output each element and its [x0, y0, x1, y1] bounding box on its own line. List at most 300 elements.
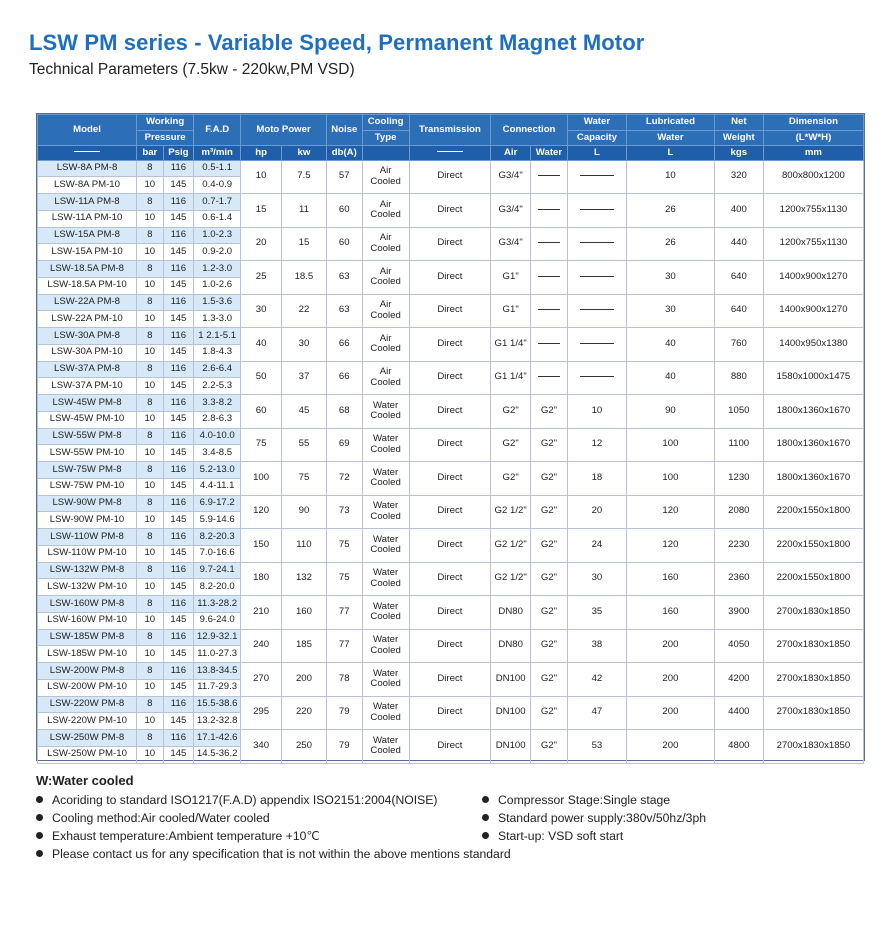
cell-lubricated-water: 160: [627, 562, 715, 596]
cooling-type-line2: Cooled: [370, 678, 401, 690]
cell-model: LSW-8A PM-8: [38, 160, 137, 177]
cell-transmission: Direct: [409, 730, 491, 764]
cell-fad: 17.1-42.6: [194, 730, 241, 747]
cell-model: LSW-37A PM-10: [38, 378, 137, 395]
cell-water-capacity: 10: [567, 395, 626, 429]
cell-transmission: Direct: [409, 596, 491, 630]
cell-bar: 10: [137, 579, 164, 596]
cell-dimension: 1580x1000x1475: [763, 361, 863, 395]
note-contact: Please contact us for any specification that is not within the above mentions standard: [52, 847, 511, 861]
cell-water-connection: G2": [531, 696, 568, 730]
unit-transmission-dash: [409, 145, 491, 160]
cell-air-connection: G3/4": [491, 227, 531, 261]
cooling-type-line1: Air: [379, 332, 392, 344]
cell-psig: 116: [163, 596, 194, 613]
cell-psig: 116: [163, 663, 194, 680]
cell-psig: 145: [163, 411, 194, 428]
unit-psig: Psig: [163, 145, 194, 160]
cell-psig: 116: [163, 629, 194, 646]
cell-fad: 9.7-24.1: [194, 562, 241, 579]
cooling-type-line2: Cooled: [370, 410, 401, 422]
cell-psig: 145: [163, 344, 194, 361]
cell-air-connection: DN100: [491, 663, 531, 697]
cell-model: LSW-185W PM-10: [38, 646, 137, 663]
cell-fad: 8.2-20.0: [194, 579, 241, 596]
cell-bar: 8: [137, 294, 164, 311]
cell-fad: 3.3-8.2: [194, 395, 241, 412]
cell-hp: 270: [241, 663, 282, 697]
cell-model: LSW-30A PM-8: [38, 328, 137, 345]
cell-water-connection: G2": [531, 663, 568, 697]
cell-fad: 13.8-34.5: [194, 663, 241, 680]
cell-bar: 8: [137, 730, 164, 747]
cell-psig: 116: [163, 428, 194, 445]
cell-noise: 68: [326, 395, 362, 429]
cooling-type-line1: Water: [372, 533, 399, 545]
unit-noise: db(A): [326, 145, 362, 160]
cell-psig: 116: [163, 495, 194, 512]
table-body: [38, 160, 864, 763]
cell-hp: 295: [241, 696, 282, 730]
cell-kw: 55: [281, 428, 326, 462]
table-row: [38, 696, 864, 713]
dash-mark: [580, 242, 614, 243]
cell-fad: 3.4-8.5: [194, 445, 241, 462]
cell-fad: 1.0-2.6: [194, 277, 241, 294]
cell-model: LSW-110W PM-10: [38, 545, 137, 562]
cell-lubricated-water: 30: [627, 294, 715, 328]
cell-lubricated-water: 40: [627, 361, 715, 395]
cell-fad: 2.8-6.3: [194, 411, 241, 428]
cell-psig: 116: [163, 328, 194, 345]
cell-psig: 116: [163, 462, 194, 479]
cell-lubricated-water: 200: [627, 696, 715, 730]
cell-water-connection: G2": [531, 462, 568, 496]
cell-water-capacity: 38: [567, 629, 626, 663]
cell-model: LSW-15A PM-10: [38, 244, 137, 261]
cell-model: LSW-45W PM-8: [38, 395, 137, 412]
cell-bar: 8: [137, 596, 164, 613]
header-net-weight-1: Net: [714, 115, 763, 131]
cell-noise: 72: [326, 462, 362, 496]
table-header: [38, 115, 864, 161]
cell-transmission: Direct: [409, 495, 491, 529]
cell-air-connection: G1 1/4": [491, 328, 531, 362]
unit-fad: m³/min: [194, 145, 241, 160]
cell-water-connection: [531, 328, 568, 362]
cell-psig: 116: [163, 361, 194, 378]
unit-water-capacity: L: [567, 145, 626, 160]
note-cooling-method: Cooling method:Air cooled/Water cooled: [52, 811, 270, 825]
cell-noise: 77: [326, 629, 362, 663]
table-row: [38, 428, 864, 445]
cooling-type-line1: Water: [372, 600, 399, 612]
cell-lubricated-water: 26: [627, 227, 715, 261]
cell-lubricated-water: 200: [627, 663, 715, 697]
cell-model: LSW-220W PM-8: [38, 696, 137, 713]
cell-fad: 0.6-1.4: [194, 210, 241, 227]
cell-bar: 8: [137, 160, 164, 177]
cell-transmission: Direct: [409, 562, 491, 596]
cell-water-capacity: [567, 227, 626, 261]
cell-dimension: 2700x1830x1850: [763, 696, 863, 730]
cell-model: LSW-132W PM-8: [38, 562, 137, 579]
header-cooling-1: Cooling: [362, 115, 409, 131]
cell-water-capacity: 20: [567, 495, 626, 529]
cell-water-capacity: 42: [567, 663, 626, 697]
cell-hp: 10: [241, 160, 282, 194]
cell-psig: 116: [163, 730, 194, 747]
cell-water-capacity: 12: [567, 428, 626, 462]
cooling-type-line2: Cooled: [370, 209, 401, 221]
table-row: [38, 294, 864, 311]
table-row: [38, 160, 864, 177]
cell-fad: 1.3-3.0: [194, 311, 241, 328]
cell-fad: 11.7-29.3: [194, 679, 241, 696]
cell-cooling: [362, 395, 409, 429]
cell-fad: 2.2-5.3: [194, 378, 241, 395]
cell-fad: 13.2-32.8: [194, 713, 241, 730]
note-power-supply: Standard power supply:380v/50hz/3ph: [498, 811, 707, 825]
cell-psig: 145: [163, 244, 194, 261]
cell-dimension: 1800x1360x1670: [763, 428, 863, 462]
cooling-type-line2: Cooled: [370, 745, 401, 757]
cell-dimension: 1200x755x1130: [763, 227, 863, 261]
cell-hp: 15: [241, 194, 282, 228]
cell-air-connection: G1": [491, 294, 531, 328]
cell-transmission: Direct: [409, 462, 491, 496]
cell-cooling: [362, 328, 409, 362]
cell-bar: 10: [137, 311, 164, 328]
header-dimension-1: Dimension: [763, 115, 863, 131]
cooling-type-line2: Cooled: [370, 711, 401, 723]
cell-psig: 116: [163, 294, 194, 311]
cell-kw: 11: [281, 194, 326, 228]
cell-kw: 250: [281, 730, 326, 764]
cell-net-weight: 880: [714, 361, 763, 395]
cooling-type-line2: Cooled: [370, 242, 401, 254]
cell-kw: 90: [281, 495, 326, 529]
cell-model: LSW-200W PM-10: [38, 679, 137, 696]
dash-mark: [538, 175, 560, 176]
cell-water-capacity: [567, 294, 626, 328]
cell-net-weight: 3900: [714, 596, 763, 630]
cell-fad: 14.5-36.2: [194, 746, 241, 763]
cell-water-connection: [531, 160, 568, 194]
cooling-type-line1: Water: [372, 734, 399, 746]
cell-bar: 8: [137, 328, 164, 345]
cell-bar: 10: [137, 713, 164, 730]
dash-mark: [580, 276, 614, 277]
cell-cooling: [362, 629, 409, 663]
note-row-2: [36, 811, 876, 829]
cell-fad: 0.9-2.0: [194, 244, 241, 261]
cell-transmission: Direct: [409, 428, 491, 462]
cell-bar: 10: [137, 512, 164, 529]
cell-water-connection: G2": [531, 596, 568, 630]
cooling-type-line2: Cooled: [370, 577, 401, 589]
cell-dimension: 1400x900x1270: [763, 261, 863, 295]
cell-noise: 75: [326, 529, 362, 563]
cell-transmission: Direct: [409, 529, 491, 563]
cell-water-connection: G2": [531, 629, 568, 663]
cell-psig: 116: [163, 562, 194, 579]
cooling-type-line1: Water: [372, 500, 399, 512]
cell-model: LSW-90W PM-10: [38, 512, 137, 529]
cell-model: LSW-55W PM-8: [38, 428, 137, 445]
unit-kw: kw: [281, 145, 326, 160]
cell-noise: 73: [326, 495, 362, 529]
cell-hp: 180: [241, 562, 282, 596]
dash-mark: [74, 151, 100, 152]
cell-cooling: [362, 361, 409, 395]
cooling-type-line2: Cooled: [370, 443, 401, 455]
bullet-icon: [482, 814, 489, 821]
cell-kw: 45: [281, 395, 326, 429]
cell-water-connection: G2": [531, 529, 568, 563]
cell-dimension: 1400x950x1380: [763, 328, 863, 362]
table-row: [38, 562, 864, 579]
cell-air-connection: G1": [491, 261, 531, 295]
cell-cooling: [362, 495, 409, 529]
spec-table-container: [36, 113, 865, 761]
cell-air-connection: G3/4": [491, 160, 531, 194]
cooling-type-line1: Air: [379, 198, 392, 210]
cell-cooling: [362, 730, 409, 764]
cell-water-capacity: [567, 194, 626, 228]
cell-fad: 1.8-4.3: [194, 344, 241, 361]
cell-dimension: 2700x1830x1850: [763, 629, 863, 663]
cell-hp: 20: [241, 227, 282, 261]
cell-psig: 116: [163, 194, 194, 211]
cell-psig: 116: [163, 227, 194, 244]
cell-hp: 40: [241, 328, 282, 362]
cell-hp: 210: [241, 596, 282, 630]
cell-bar: 10: [137, 378, 164, 395]
cell-air-connection: G2": [491, 395, 531, 429]
cell-water-capacity: [567, 361, 626, 395]
cell-psig: 145: [163, 478, 194, 495]
cell-bar: 10: [137, 411, 164, 428]
header-lubricated-1: Lubricated: [627, 115, 715, 131]
cell-water-connection: [531, 361, 568, 395]
cooling-type-line1: Air: [379, 265, 392, 277]
cell-kw: 110: [281, 529, 326, 563]
cell-dimension: 1400x900x1270: [763, 294, 863, 328]
cell-transmission: Direct: [409, 696, 491, 730]
cell-air-connection: G2 1/2": [491, 495, 531, 529]
cell-noise: 75: [326, 562, 362, 596]
cell-bar: 8: [137, 462, 164, 479]
cell-kw: 15: [281, 227, 326, 261]
table-row: [38, 194, 864, 211]
cell-lubricated-water: 100: [627, 428, 715, 462]
cell-air-connection: G3/4": [491, 194, 531, 228]
cell-dimension: 2200x1550x1800: [763, 529, 863, 563]
cell-model: LSW-75W PM-8: [38, 462, 137, 479]
cell-lubricated-water: 10: [627, 160, 715, 194]
cell-model: LSW-15A PM-8: [38, 227, 137, 244]
cooling-type-line2: Cooled: [370, 309, 401, 321]
cell-dimension: 2200x1550x1800: [763, 562, 863, 596]
cell-water-connection: [531, 294, 568, 328]
cell-fad: 12.9-32.1: [194, 629, 241, 646]
cell-psig: 145: [163, 512, 194, 529]
cell-bar: 8: [137, 629, 164, 646]
cell-bar: 10: [137, 177, 164, 194]
cell-water-connection: [531, 261, 568, 295]
unit-bar: bar: [137, 145, 164, 160]
spec-table: [37, 114, 864, 764]
table-row: [38, 495, 864, 512]
cell-lubricated-water: 90: [627, 395, 715, 429]
cell-bar: 10: [137, 244, 164, 261]
cell-model: LSW-22A PM-10: [38, 311, 137, 328]
cell-cooling: [362, 596, 409, 630]
cell-air-connection: DN100: [491, 696, 531, 730]
cell-dimension: 800x800x1200: [763, 160, 863, 194]
cell-kw: 75: [281, 462, 326, 496]
cell-noise: 79: [326, 730, 362, 764]
cell-water-capacity: [567, 261, 626, 295]
cooling-type-line1: Water: [372, 701, 399, 713]
note-compressor-stage: Compressor Stage:Single stage: [498, 793, 671, 807]
cell-noise: 66: [326, 328, 362, 362]
cell-kw: 18.5: [281, 261, 326, 295]
cell-psig: 145: [163, 612, 194, 629]
cell-hp: 240: [241, 629, 282, 663]
cell-hp: 60: [241, 395, 282, 429]
cell-net-weight: 1100: [714, 428, 763, 462]
cell-fad: 0.4-0.9: [194, 177, 241, 194]
cell-net-weight: 640: [714, 294, 763, 328]
cell-net-weight: 1050: [714, 395, 763, 429]
cell-water-capacity: [567, 328, 626, 362]
cell-air-connection: G1 1/4": [491, 361, 531, 395]
cell-cooling: [362, 529, 409, 563]
cell-air-connection: DN80: [491, 596, 531, 630]
cell-bar: 8: [137, 227, 164, 244]
cell-net-weight: 2230: [714, 529, 763, 563]
cell-bar: 8: [137, 562, 164, 579]
dash-mark: [538, 376, 560, 377]
cell-bar: 10: [137, 344, 164, 361]
cell-kw: 160: [281, 596, 326, 630]
cell-net-weight: 320: [714, 160, 763, 194]
cell-net-weight: 2360: [714, 562, 763, 596]
cell-psig: 145: [163, 579, 194, 596]
cell-bar: 10: [137, 478, 164, 495]
cell-bar: 8: [137, 361, 164, 378]
cooling-type-line2: Cooled: [370, 611, 401, 623]
header-cooling-2: Type: [362, 130, 409, 145]
cell-model: LSW-250W PM-8: [38, 730, 137, 747]
notes-section: [36, 773, 876, 865]
cell-fad: 9.6-24.0: [194, 612, 241, 629]
cell-bar: 10: [137, 746, 164, 763]
cell-noise: 63: [326, 261, 362, 295]
cell-water-capacity: 35: [567, 596, 626, 630]
unit-dimension: mm: [763, 145, 863, 160]
cell-cooling: [362, 663, 409, 697]
cell-lubricated-water: 200: [627, 730, 715, 764]
cell-net-weight: 640: [714, 261, 763, 295]
cell-transmission: Direct: [409, 328, 491, 362]
cell-model: LSW-110W PM-8: [38, 529, 137, 546]
cell-dimension: 2200x1550x1800: [763, 495, 863, 529]
cell-model: LSW-250W PM-10: [38, 746, 137, 763]
cooling-type-line1: Water: [372, 567, 399, 579]
dash-mark: [538, 309, 560, 310]
cell-noise: 60: [326, 227, 362, 261]
cell-bar: 8: [137, 428, 164, 445]
cell-net-weight: 4200: [714, 663, 763, 697]
dash-mark: [580, 343, 614, 344]
cell-fad: 11.0-27.3: [194, 646, 241, 663]
header-model: Model: [38, 115, 137, 146]
cooling-type-line1: Water: [372, 634, 399, 646]
cooling-type-line1: Water: [372, 466, 399, 478]
cooling-type-line1: Air: [379, 366, 392, 378]
unit-air: Air: [491, 145, 531, 160]
cell-dimension: 2700x1830x1850: [763, 596, 863, 630]
dash-mark: [580, 376, 614, 377]
cell-model: LSW-30A PM-10: [38, 344, 137, 361]
cell-cooling: [362, 160, 409, 194]
cooling-type-line1: Air: [379, 165, 392, 177]
cell-cooling: [362, 696, 409, 730]
dash-mark: [580, 309, 614, 310]
cell-cooling: [362, 462, 409, 496]
cell-psig: 145: [163, 713, 194, 730]
cell-air-connection: G2": [491, 428, 531, 462]
cell-fad: 4.4-11.1: [194, 478, 241, 495]
table-row: [38, 361, 864, 378]
cell-net-weight: 400: [714, 194, 763, 228]
cell-psig: 145: [163, 545, 194, 562]
cell-cooling: [362, 428, 409, 462]
cell-net-weight: 440: [714, 227, 763, 261]
cooling-type-line2: Cooled: [370, 175, 401, 187]
cell-fad: 7.0-16.6: [194, 545, 241, 562]
note-row-1: [36, 793, 876, 811]
cell-transmission: Direct: [409, 395, 491, 429]
cell-transmission: Direct: [409, 361, 491, 395]
cell-transmission: Direct: [409, 629, 491, 663]
unit-model-dash: [38, 145, 137, 160]
header-connection: Connection: [491, 115, 568, 146]
cell-cooling: [362, 562, 409, 596]
cell-noise: 69: [326, 428, 362, 462]
cell-net-weight: 760: [714, 328, 763, 362]
cell-air-connection: G2 1/2": [491, 529, 531, 563]
header-noise: Noise: [326, 115, 362, 146]
cell-kw: 30: [281, 328, 326, 362]
table-row: [38, 261, 864, 278]
cell-water-connection: [531, 194, 568, 228]
cell-bar: 10: [137, 646, 164, 663]
cell-bar: 10: [137, 277, 164, 294]
cell-model: LSW-11A PM-10: [38, 210, 137, 227]
header-fad: F.A.D: [194, 115, 241, 146]
header-moto-power: Moto Power: [241, 115, 327, 146]
table-row: [38, 462, 864, 479]
cell-model: LSW-160W PM-8: [38, 596, 137, 613]
cell-lubricated-water: 200: [627, 629, 715, 663]
cell-kw: 132: [281, 562, 326, 596]
cell-noise: 77: [326, 596, 362, 630]
note-row-4: [36, 847, 876, 865]
